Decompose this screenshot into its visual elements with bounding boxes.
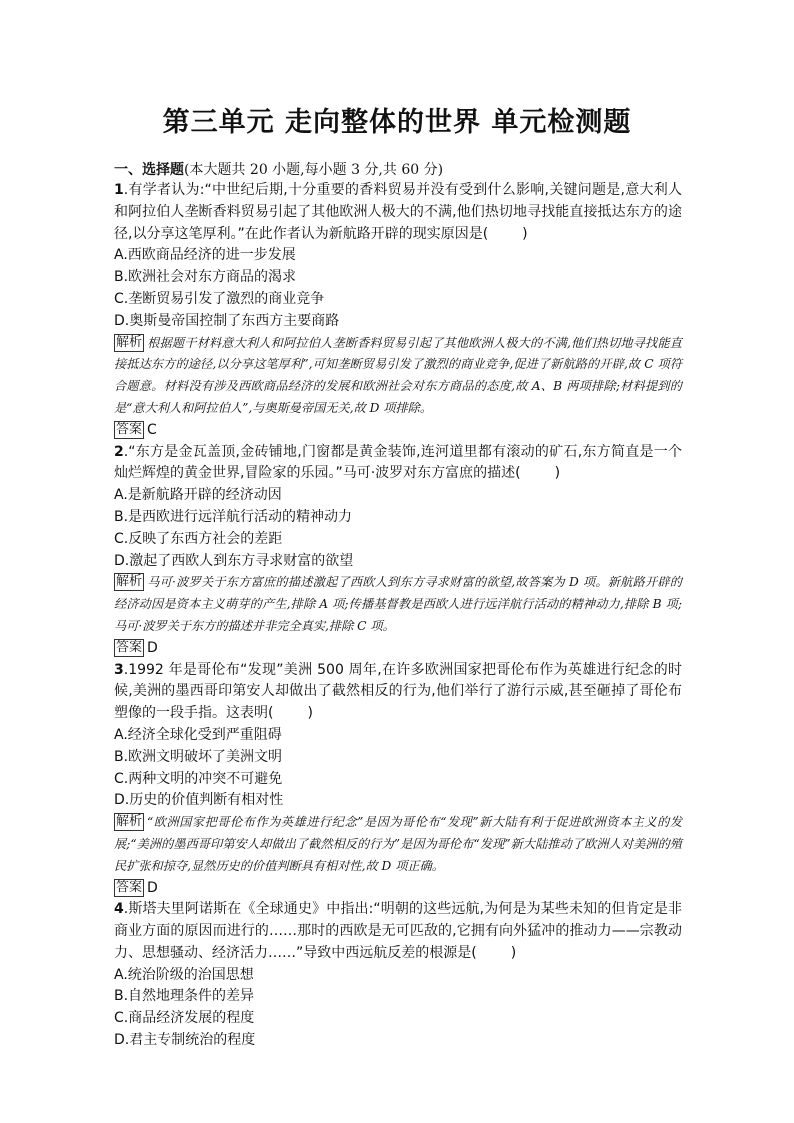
question-2 [114, 442, 682, 660]
option-d: D.历史的价值判断有相对性 [114, 792, 284, 809]
option-c: C.垄断贸易引发了激烈的商业竞争 [114, 290, 325, 307]
option-b: B.欧洲社会对东方商品的渴求 [114, 269, 297, 286]
question-number: 4 [114, 901, 124, 918]
page-title: 第三单元 走向整体的世界 单元检测题 [162, 107, 632, 138]
analysis-tag: 解析 [116, 814, 143, 830]
question-stem: 4.斯塔夫里阿诺斯在《全球通史》中指出:“明朝的这些远航,为何是为某些未知的但肯定是非商业方面的原因而进行的……那时的西欧是无可匹敌的,它拥有向外猛冲的推动力——宗教动力、思想骚动、经济活力……”导致中西远航反差的根源是( ) [114, 901, 682, 961]
option-a: A.是新航路开辟的经济动因 [114, 487, 282, 504]
question-number: 2 [114, 443, 124, 460]
answer-block [114, 638, 682, 660]
section-label: 一、选择题 [114, 162, 184, 178]
question-number: 3 [114, 661, 124, 678]
question-list [114, 160, 682, 1052]
section-heading [114, 160, 682, 180]
question-4 [114, 899, 682, 1052]
answer-value: D [147, 879, 158, 896]
section-note: (本大题共 20 小题,每小题 3 分,共 60 分) [184, 162, 444, 178]
analysis-tag: 解析 [116, 334, 143, 350]
analysis-block [114, 812, 682, 877]
analysis-text: 根据题干材料意大利人和阿拉伯人垄断香料贸易引起了其他欧洲人极大的不满,他们热切地寻找能直接抵达东方的途径,以分享这笔厚利”,可知垄断贸易引发了激烈的商业竞争,促进了新航路的开辟,故 C 项符合题意。材料没有涉及西欧商品经济的发展和欧洲社会对东方商品的态度,故 A、B 两项排除;材料提到的是“意大利人和阿拉伯人”,与奥斯曼帝国无关,故 D 项排除。 [114, 335, 682, 415]
option-b: B.是西欧进行远洋航行活动的精神动力 [114, 508, 353, 525]
option-c: C.两种文明的冲突不可避免 [114, 770, 283, 787]
option-b: B.自然地理条件的差异 [114, 988, 255, 1005]
option-a: A.西欧商品经济的进一步发展 [114, 247, 296, 264]
analysis-text: “欧洲国家把哥伦布作为英雄进行纪念”是因为哥伦布“发现”新大陆有利于促进欧洲资本主义的发展;“美洲的墨西哥印第安人却做出了截然相反的行为”是因为哥伦布“发现”新大陆推动了欧洲人对美洲的殖民扩张和掠夺,显然历史的价值判断具有相对性,故 D 项正确。 [114, 815, 682, 873]
answer-value: D [147, 639, 158, 656]
analysis-tag: 解析 [116, 574, 143, 590]
answer-tag: 答案 [116, 421, 143, 437]
option-b: B.欧洲文明破坏了美洲文明 [114, 748, 283, 765]
option-d: D.激起了西欧人到东方寻求财富的欲望 [114, 552, 354, 569]
option-c: C.商品经济发展的程度 [114, 1010, 255, 1027]
analysis-text: 马可·波罗关于东方富庶的描述激起了西欧人到东方寻求财富的欲望,故答案为 D 项。新航路开辟的经济动因是资本主义萌芽的产生,排除 A 项;传播基督教是西欧人进行远洋航行活动的精神动力,排除 B 项;马可·波罗关于东方的描述并非完全真实,排除 C 项。 [114, 575, 682, 633]
question-stem: 3.1992 年是哥伦布“发现”美洲 500 周年,在许多欧洲国家把哥伦布作为英雄进行纪念的时候,美洲的墨西哥印第安人却做出了截然相反的行为,他们举行了游行示威,甚至砸掉了哥伦布塑像的一段手指。这表明( ) [114, 661, 682, 722]
answer-block [114, 420, 682, 442]
analysis-block [114, 572, 682, 637]
option-d: D.君主专制统治的程度 [114, 1032, 256, 1049]
question-stem: 1.有学者认为:“中世纪后期,十分重要的香料贸易并没有受到什么影响,关键问题是,意大利人和阿拉伯人垄断香料贸易引起了其他欧洲人极大的不满,他们热切地寻找能直接抵达东方的途径,以分享这笔厚利。”在此作者认为新航路开辟的现实原因是( ) [114, 182, 682, 242]
answer-tag: 答案 [116, 639, 143, 655]
answer-block [114, 878, 682, 900]
option-a: A.统治阶级的治国思想 [114, 966, 254, 983]
answer-value: C [147, 421, 157, 438]
option-c: C.反映了东西方社会的差距 [114, 530, 283, 547]
question-3 [114, 660, 682, 900]
answer-tag: 答案 [116, 879, 143, 895]
option-d: D.奥斯曼帝国控制了东西方主要商路 [114, 312, 340, 329]
question-stem: 2.“东方是金瓦盖顶,金砖铺地,门窗都是黄金装饰,连河道里都有滚动的矿石,东方简直是一个灿烂辉煌的黄金世界,冒险家的乐园。”马可·波罗对东方富庶的描述( ) [114, 443, 682, 482]
option-a: A.经济全球化受到严重阻碍 [114, 726, 282, 743]
question-number: 1 [114, 182, 124, 198]
analysis-block [114, 333, 682, 420]
question-1 [114, 180, 682, 442]
